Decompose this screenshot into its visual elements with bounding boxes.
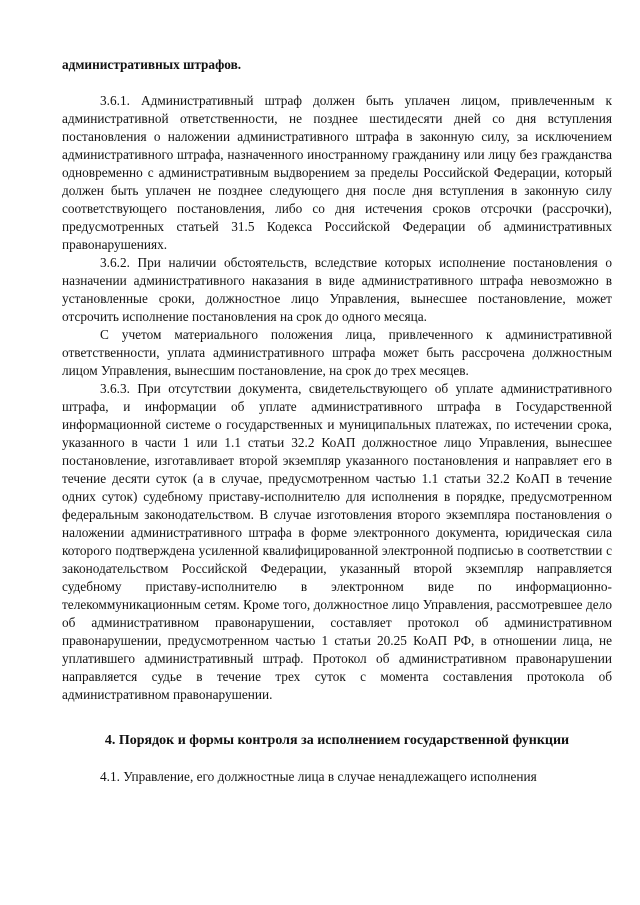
paragraph-3-6-1: 3.6.1. Административный штраф должен быть уплачен лицом, привлеченным к административной ответственности, не позднее шестидесяти дней со дня вступления постановления о наложении административного штрафа в законную силу, за исключением административного штрафа, назначенного иностранному гражданину или лицу без гражданства одновременно с административным выдворением за пределы Российской Федерации, который должен быть уплачен не позднее следующего дня после дня вступления в законную силу соответствующего постановления, либо со дня истечения сроков отсрочки (рассрочки), предусмотренных статьей 31.5 Кодекса Российской Федерации об административных правонарушениях. — [62, 93, 612, 252]
document-page — [62, 56, 612, 786]
paragraph-4-1: 4.1. Управление, его должностные лица в случае ненадлежащего исполнения — [100, 769, 537, 784]
paragraph-installment: С учетом материального положения лица, привлеченного к административной ответственности, уплата административного штрафа может быть рассрочена должностным лицом Управления, вынесшим постановление, на срок до трех месяцев. — [62, 327, 612, 378]
section-title: 4. Порядок и формы контроля за исполнением государственной функции — [104, 733, 570, 748]
paragraph-3-6-2: 3.6.2. При наличии обстоятельств, вследствие которых исполнение постановления о назначении административного наказания в виде административного штрафа невозможно в установленные сроки, должностное лицо Управления, вынесшее постановление, может отсрочить исполнение постановления на срок до одного месяца. — [62, 255, 612, 324]
paragraph-3-6-3: 3.6.3. При отсутствии документа, свидетельствующего об уплате административного штрафа, и информации об уплате административного штрафа в Государственной информационной системе о государственных и муниципальных платежах, по истечении срока, указанного в части 1 или 1.1 статьи 32.2 КоАП должностное лицо Управления, вынесшее постановление, изготавливает второй экземпляр указанного постановления и направляет его в течение десяти суток (а в случае, предусмотренном частью 1.1 статьи 32.2 КоАП в течение одних суток) судебному приставу-исполнителю для исполнения в порядке, предусмотренном федеральным законодательством. В случае изготовления второго экземпляра постановления о наложении административного штрафа в форме электронного документа, юридическая сила которого подтверждена усиленной квалифицированной электронной подписью в соответствии с законодательством Российской Федерации, указанный второй экземпляр направляется судебному приставу-исполнителю в электронном виде по информационно-телекоммуникационным сетям. Кроме того, должностное лицо Управления, рассмотревшее дело об административном правонарушении, составляет протокол об административном правонарушении, предусмотренном частью 1 статьи 20.25 КоАП РФ, в отношении лица, не уплатившего административный штраф. Протокол об административном правонарушении направляется судье в течение трех суток с момента составления протокола об административном правонарушении. — [62, 381, 612, 702]
heading-continuation: административных штрафов. — [62, 57, 242, 72]
